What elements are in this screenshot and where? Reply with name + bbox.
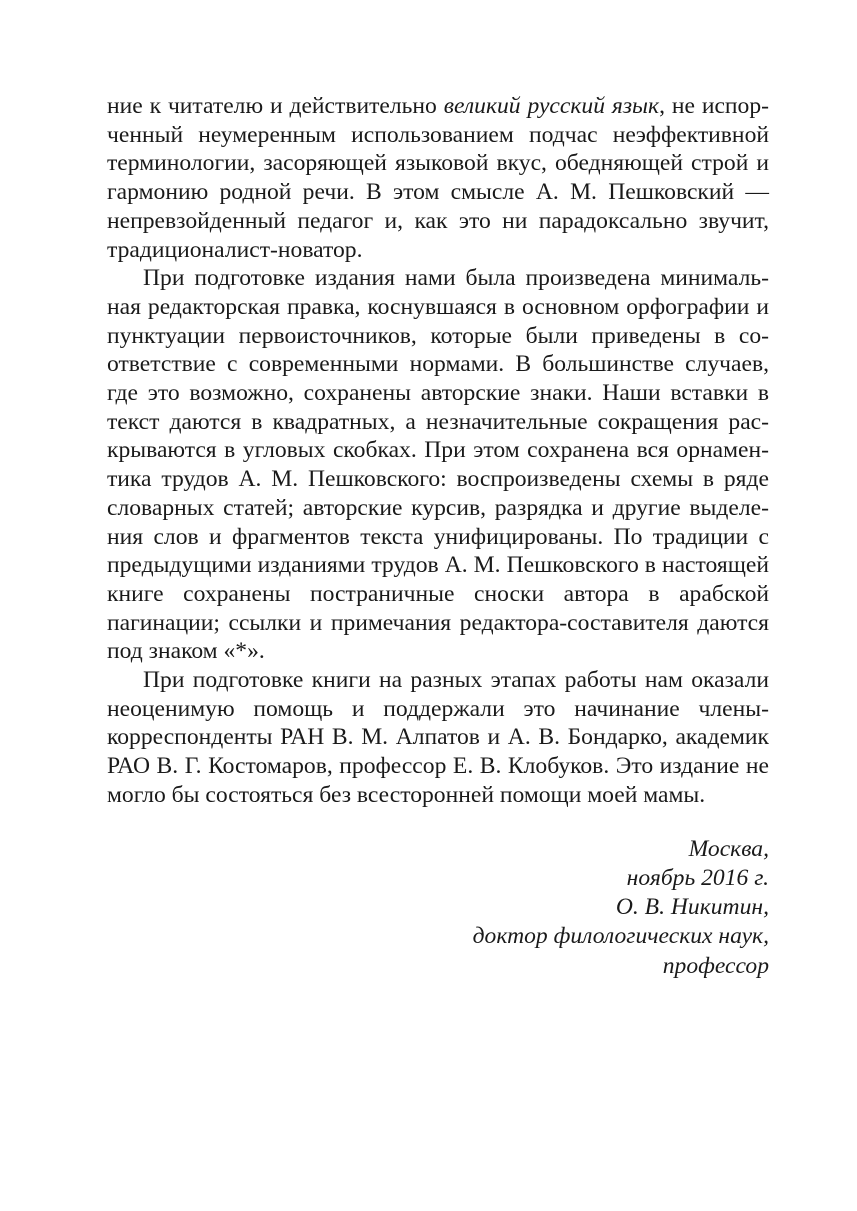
paragraph-3 <box>107 666 769 810</box>
paragraph-1 <box>107 92 769 264</box>
signature-degree: доктор филологических наук, <box>472 923 769 950</box>
signature-city: Москва, <box>688 835 769 862</box>
paragraph-2-text: При подготовке издания нами была произведена минимальная редакторская правка, коснувшаяся в основном орфографии и пунктуации первоисточников, которые были приведены в соответствие с современными нормами. В большинстве случаев, где это возможно, сохранены авторские знаки. Наши вставки в текст даются в квадратных, а незначительные сокращения раскрываются в угловых скобках. При этом сохранена вся орнаментика трудов А. М. Пешковского: воспроизведены схемы в ряде словарных статей; авторские курсив, разрядка и другие выделения слов и фрагментов текста унифицированы. По традиции с предыдущими изданиями трудов А. М. Пешковского в настоящей книге сохранены постраничные сноски автора в арабской пагинации; ссылки и примечания редактора-составителя даются под знаком «*». <box>107 265 769 665</box>
paragraph-3-text: При подготовке книги на разных этапах работы нам оказали неоценимую помощь и поддержали это начинание члены-корреспонденты РАН В. М. Алпатов и А. В. Бондарко, академик РАО В. Г. Костомаров, профессор Е. В. Клобуков. Это издание не могло бы состояться без всесторонней помощи моей мамы. <box>107 667 769 808</box>
signature-block <box>107 835 769 981</box>
signature-date: ноябрь 2016 г. <box>626 864 769 891</box>
signature-author: О. В. Никитин, <box>615 894 769 921</box>
paragraph-1-text-start: ние к читателю и действительно <box>107 93 444 119</box>
signature-title: профессор <box>662 952 769 979</box>
paragraph-1-italic-phrase: великий русский язык <box>443 93 660 119</box>
page-content <box>107 92 769 981</box>
paragraph-2 <box>107 264 769 666</box>
paragraph-1-text-end: , не испорченный неумеренным использованием подчас неэффективной терминологии, засоряющей языковой вкус, обедняющей строй и гармонию родной речи. В этом смысле А. М. Пешковский — непревзойденный педагог и, как это ни парадоксально звучит, традиционалист-новатор. <box>107 93 769 263</box>
